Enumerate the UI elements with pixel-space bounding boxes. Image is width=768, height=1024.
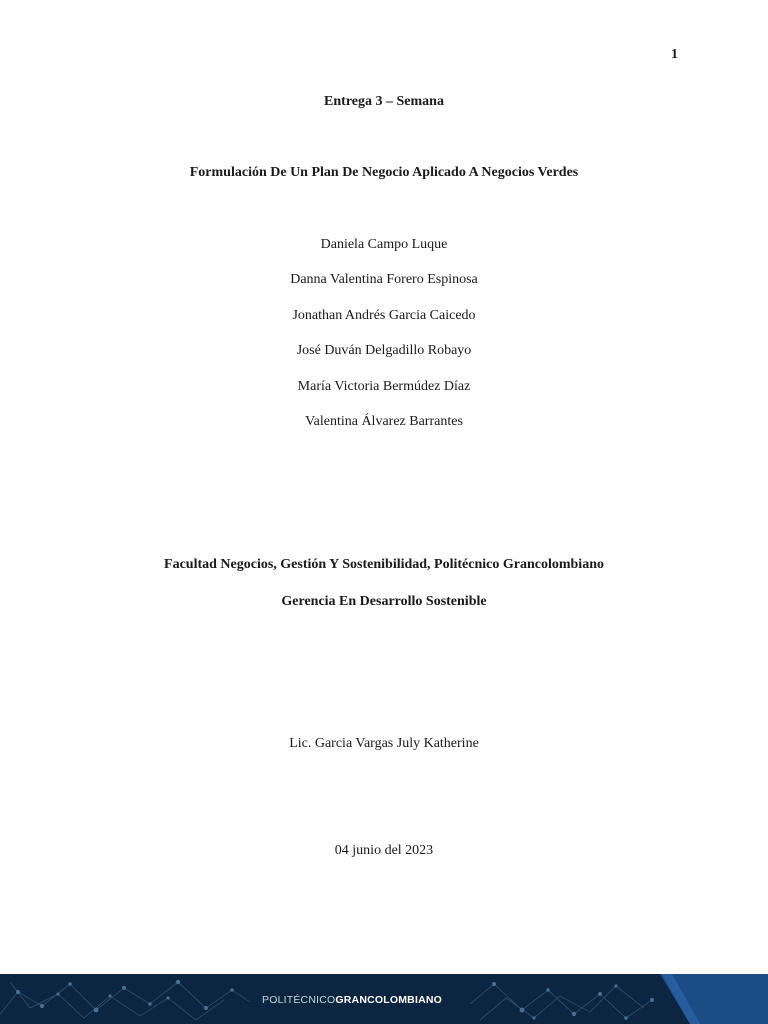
- author-name: Danna Valentina Forero Espinosa: [290, 272, 478, 287]
- submission-date: 04 junio del 2023: [334, 843, 434, 858]
- instructor-name: Lic. Garcia Vargas July Katherine: [289, 736, 479, 751]
- author-name: María Victoria Bermúdez Díaz: [297, 379, 471, 394]
- program-name: Gerencia En Desarrollo Sostenible: [281, 594, 487, 609]
- author-name: Daniela Campo Luque: [320, 237, 448, 252]
- document-subtitle: Formulación De Un Plan De Negocio Aplicado A Negocios Verdes: [189, 165, 579, 180]
- institution-name: Facultad Negocios, Gestión Y Sostenibilidad, Politécnico Grancolombiano: [164, 557, 604, 572]
- author-name: Valentina Álvarez Barrantes: [305, 414, 463, 429]
- page-number: 1: [671, 47, 678, 62]
- document-title: Entrega 3 – Semana: [324, 94, 444, 109]
- author-name: José Duván Delgadillo Robayo: [296, 343, 472, 358]
- author-name: Jonathan Andrés Garcia Caicedo: [292, 308, 476, 323]
- logo-text-light: POLITÉCNICO: [262, 994, 336, 1006]
- institution-logo: [262, 994, 442, 1006]
- footer-band: [0, 974, 768, 1024]
- logo-text-bold: GRANCOLOMBIANO: [335, 994, 443, 1006]
